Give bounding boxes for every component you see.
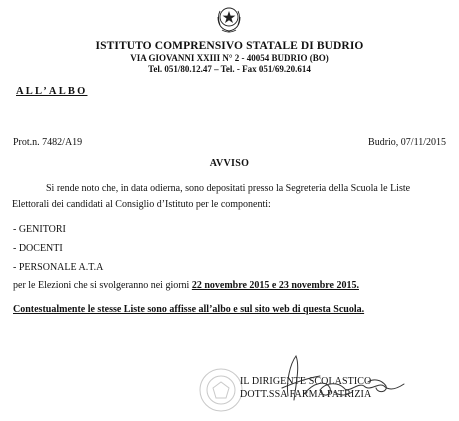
signer-name: DOTT.SSA FARMA PATRIZIA	[240, 389, 372, 400]
school-stamp-icon	[197, 366, 245, 414]
protocol-number: Prot.n. 7482/A19	[13, 137, 83, 148]
elections-line	[13, 280, 359, 291]
institute-address: VIA GIOVANNI XXIII N° 2 - 40054 BUDRIO (BO)	[130, 53, 329, 63]
component-item-docenti: - DOCENTI	[13, 243, 63, 254]
elections-dates: 22 novembre 2015 e 23 novembre 2015.	[191, 280, 359, 291]
component-item-genitori: - GENITORI	[13, 224, 66, 235]
institute-phones: Tel. 051/80.12.47 – Tel. - Fax 051/69.20.614	[148, 64, 311, 74]
elections-prefix: per le Elezioni che si svolgeranno nei giorni	[13, 280, 192, 291]
notice-title: AVVISO	[209, 158, 250, 169]
italian-republic-emblem-icon	[214, 3, 244, 35]
handwritten-signature	[274, 352, 414, 408]
component-item-ata: - PERSONALE A.T.A	[13, 262, 104, 273]
signer-role: IL DIRIGENTE SCOLASTICO	[240, 376, 372, 387]
place-date: Budrio, 07/11/2015	[368, 137, 446, 148]
notice-paragraph	[12, 181, 447, 213]
albo-heading: ALL’ALBO	[16, 86, 88, 97]
institute-name: ISTITUTO COMPRENSIVO STATALE DI BUDRIO	[95, 40, 364, 52]
notice-paragraph-text: Si rende noto che, in data odierna, sono depositati presso la Segreteria della Scuola le Liste Elettorali dei candidati al Consiglio d’Istituto per le componenti:	[12, 183, 411, 210]
contestual-notice: Contestualmente le stesse Liste sono affisse all’albo e sul sito web di questa Scuola.	[13, 304, 365, 315]
